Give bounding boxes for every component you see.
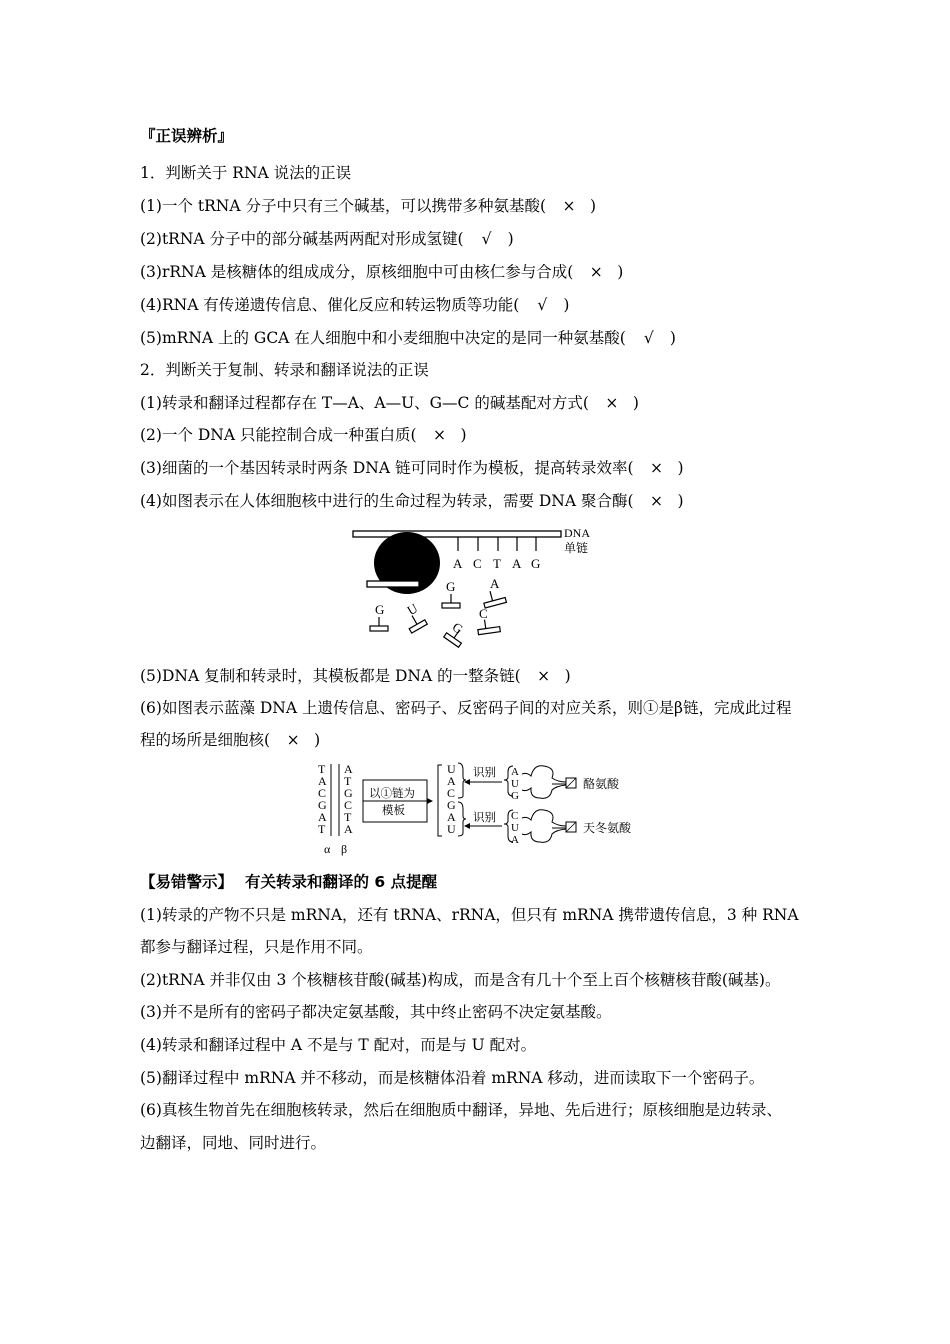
svg-text:A: A [344,762,353,776]
svg-text:U: U [511,778,519,790]
rna-strand [367,581,419,587]
template-label-1: 以①链为 [369,788,415,800]
warning-line: (3)并不是所有的密码子都决定氨基酸，其中终止密码不决定氨基酸。 [140,1003,612,1021]
q2-item-4: (4)如图表示在人体细胞核中进行的生命过程为转录，需要 DNA 聚合酶( × ) [140,492,684,510]
recognize-label-2: 识别 [473,812,496,824]
answer-mark: × [537,667,551,685]
warning-line: (2)tRNA 并非仅由 3 个核糖核苷酸(碱基)构成，而是含有几十个至上百个核糖核苷酸(碱基)。 [140,971,781,989]
q1-item-5: (5)mRNA 上的 GCA 在人细胞中和小麦细胞中决定的是同一种氨基酸( √ ) [140,329,676,347]
svg-text:A: A [344,822,353,836]
q2-item-1: (1)转录和翻译过程都存在 T—A、A—U、G—C 的碱基配对方式( × ) [140,394,639,412]
svg-text:U: U [447,762,456,776]
question-1-title: 1．判断关于 RNA 说法的正误 [140,164,352,182]
single-strand-label: 单链 [564,541,589,555]
template-base: A [512,556,522,571]
trna-1-icon [522,766,566,799]
svg-text:C: C [318,786,327,800]
q2-item-2: (2)一个 DNA 只能控制合成一种蛋白质( × ) [140,426,467,444]
warning-label: 【易错警示】 [140,873,234,891]
svg-text:A: A [318,810,327,824]
amino-acid-2: 天冬氨酸 [583,821,632,835]
warning-line: (6)真核生物首先在细胞核转录，然后在细胞质中翻译，异地、先后进行；原核细胞是边转录、 [140,1101,782,1119]
svg-text:A: A [447,810,456,824]
recognize-label-1: 识别 [473,767,496,779]
alpha-strand [318,762,327,836]
warning-line: (1)转录的产物不只是 mRNA，还有 tRNA、rRNA，但只有 mRNA 携带遗传信息，3 种 RNA [140,906,799,924]
q2-item-5: (5)DNA 复制和转录时，其模板都是 DNA 的一整条链( × ) [140,667,571,685]
anticodon-1 [511,766,519,802]
free-base: C [479,606,488,621]
svg-text:T: T [344,774,352,788]
svg-text:C: C [447,786,456,800]
beta-label: β [341,842,348,856]
template-base: T [493,556,501,571]
answer-mark: × [562,197,576,215]
answer-mark: √ [643,329,654,347]
template-base-ticks [458,537,536,551]
q1-item-3: (3)rRNA 是核糖体的组成成分，原核细胞中可由核仁参与合成( × ) [140,263,624,281]
svg-text:A: A [318,774,327,788]
svg-text:G: G [511,790,519,802]
svg-text:C: C [511,810,519,822]
trna-2-icon [522,810,566,843]
dna-label: DNA [564,526,590,540]
svg-text:T: T [318,762,326,776]
section-heading: 『正误辨析』 [140,127,234,145]
codon-anticodon-figure [312,760,642,860]
svg-text:G: G [447,798,456,812]
q2-item-6-cont: 程的场所是细胞核( × ) [140,731,321,749]
answer-mark: × [286,731,300,749]
warning-line: (5)翻译过程中 mRNA 并不移动，而是核糖体沿着 mRNA 移动，进而读取下一个密码子。 [140,1069,765,1087]
svg-text:A: A [511,834,519,846]
svg-text:T: T [344,810,352,824]
warning-heading [140,872,437,892]
dna-single-strand [353,531,561,537]
svg-text:A: A [511,766,519,778]
warning-line: (4)转录和翻译过程中 A 不是与 T 配对，而是与 U 配对。 [140,1036,537,1054]
free-base: G [446,579,456,594]
svg-text:G: G [344,786,353,800]
free-base: U [404,600,421,619]
amino-acid-1: 酪氨酸 [583,777,620,791]
q1-item-2: (2)tRNA 分子中的部分碱基两两配对形成氢键( √ ) [140,230,514,248]
svg-text:U: U [447,822,456,836]
svg-text:C: C [344,798,353,812]
free-base: A [490,576,500,591]
template-base: G [531,556,541,571]
svg-text:T: T [318,822,326,836]
q1-item-4: (4)RNA 有传递遗传信息、催化反应和转运物质等功能( √ ) [140,296,570,314]
free-base: G [449,619,467,637]
answer-mark: × [589,263,603,281]
answer-mark: × [650,459,664,477]
alpha-label: α [324,842,331,856]
template-base: C [473,556,482,571]
warning-line: 都参与翻译过程，只是作用不同。 [140,938,373,956]
q2-item-6: (6)如图表示蓝藻 DNA 上遗传信息、密码子、反密码子间的对应关系，则①是β链，完成此过程 [140,699,792,717]
warning-title: 有关转录和翻译的 6 点提醒 [245,873,438,891]
answer-mark: × [433,426,447,444]
warning-line: 边翻译，同地、同时进行。 [140,1134,327,1152]
answer-mark: √ [481,230,492,248]
free-base: G [375,602,385,617]
mrna-bases [447,762,456,836]
template-label-2: 模板 [382,805,405,817]
beta-strand [344,762,353,836]
transcription-figure [350,526,600,654]
q1-item-1: (1)一个 tRNA 分子中只有三个碱基，可以携带多种氨基酸( × ) [140,197,597,215]
anticodon-2 [511,810,519,846]
answer-mark: √ [537,296,548,314]
answer-mark: × [605,394,619,412]
question-2-title: 2．判断关于复制、转录和翻译说法的正误 [140,361,429,379]
template-base: A [453,556,463,571]
svg-text:A: A [447,774,456,788]
q2-item-3: (3)细菌的一个基因转录时两条 DNA 链可同时作为模板，提高转录效率( × ) [140,459,684,477]
svg-text:G: G [318,798,327,812]
svg-text:U: U [511,822,519,834]
template-bases [453,556,540,571]
answer-mark: × [650,492,664,510]
